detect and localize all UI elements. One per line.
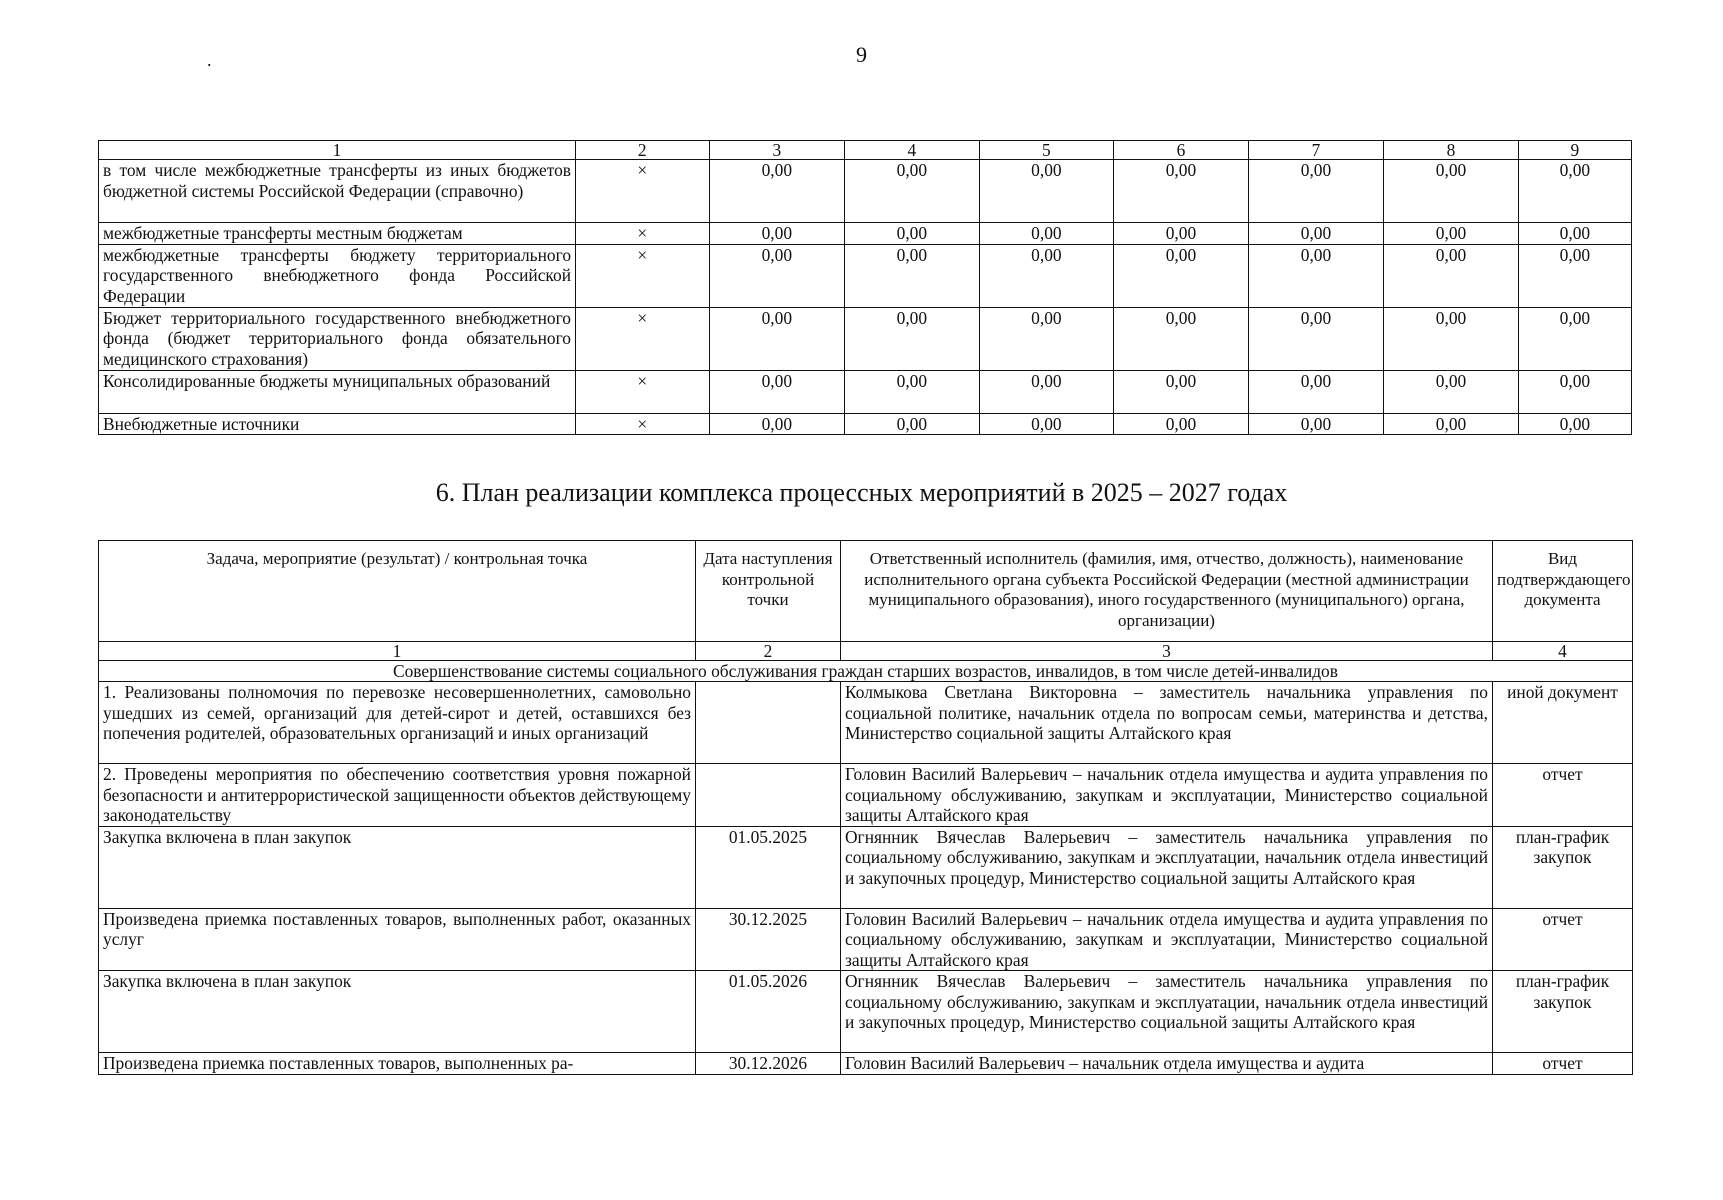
cell-value: 0,00: [845, 370, 980, 413]
task-cell: Произведена приемка поставленных товаров, выполненных ра-: [99, 1053, 696, 1075]
column-header: 9: [1518, 141, 1631, 160]
cell-value: 0,00: [1248, 307, 1384, 370]
responsible-cell: Головин Василий Валерьевич – начальник отдела имущества и аудита: [841, 1053, 1493, 1075]
column-header: 6: [1114, 141, 1249, 160]
cell-value: 0,00: [845, 160, 980, 223]
cell-value: 0,00: [1384, 160, 1519, 223]
cell-value: 0,00: [1518, 307, 1631, 370]
table-row: [99, 908, 1633, 971]
document-cell: иной документ: [1493, 682, 1633, 764]
row-mark: ×: [576, 370, 710, 413]
cell-value: 0,00: [1114, 244, 1249, 307]
date-cell: [696, 764, 841, 827]
cell-value: 0,00: [979, 223, 1114, 245]
column-index: 2: [696, 642, 841, 661]
cell-value: 0,00: [1384, 244, 1519, 307]
document-cell: отчет: [1493, 1053, 1633, 1075]
table-row: [99, 826, 1633, 908]
cell-value: 0,00: [845, 413, 980, 435]
row-label: Консолидированные бюджеты муниципальных образований: [99, 370, 576, 413]
row-mark: ×: [576, 223, 710, 245]
column-header: 8: [1384, 141, 1519, 160]
date-cell: 30.12.2025: [696, 908, 841, 971]
cell-value: 0,00: [1114, 307, 1249, 370]
row-label: Бюджет территориального государственного внебюджетного фонда (бюджет территориального фонда обязательного медицинского страхования): [99, 307, 576, 370]
cell-value: 0,00: [845, 307, 980, 370]
cell-value: 0,00: [1248, 413, 1384, 435]
cell-value: 0,00: [709, 413, 845, 435]
section-row: [99, 661, 1633, 682]
plan-table-header: [99, 541, 1633, 642]
cell-value: 0,00: [1518, 413, 1631, 435]
cell-value: 0,00: [1384, 413, 1519, 435]
responsible-cell: Головин Василий Валерьевич – начальник отдела имущества и аудита управления по социальному обслуживанию, закупкам и эксплуатации, Министерство социальной защиты Алтайского края: [841, 908, 1493, 971]
task-cell: Произведена приемка поставленных товаров, выполненных работ, оказанных услуг: [99, 908, 696, 971]
cell-value: 0,00: [709, 160, 845, 223]
table-row: [99, 413, 1632, 435]
document-cell: отчет: [1493, 908, 1633, 971]
cell-value: 0,00: [845, 223, 980, 245]
scan-dot: .: [207, 50, 212, 70]
date-cell: 30.12.2026: [696, 1053, 841, 1075]
cell-value: 0,00: [1518, 160, 1631, 223]
cell-value: 0,00: [1114, 223, 1249, 245]
table-row: [99, 223, 1632, 245]
table-row: [99, 160, 1632, 223]
task-cell: Закупка включена в план закупок: [99, 971, 696, 1053]
cell-value: 0,00: [709, 244, 845, 307]
row-label: Внебюджетные источники: [99, 413, 576, 435]
cell-value: 0,00: [845, 244, 980, 307]
row-label: межбюджетные трансферты местным бюджетам: [99, 223, 576, 245]
cell-value: 0,00: [1518, 223, 1631, 245]
task-cell: 2. Проведены мероприятия по обеспечению соответствия уровня пожарной безопасности и антитеррористической защищенности объектов действующему законодательству: [99, 764, 696, 827]
cell-value: 0,00: [1114, 160, 1249, 223]
column-header-task: Задача, мероприятие (результат) / контрольная точка: [99, 541, 696, 642]
document-cell: план-график закупок: [1493, 971, 1633, 1053]
row-mark: ×: [576, 160, 710, 223]
column-index: 3: [841, 642, 1493, 661]
task-cell: 1. Реализованы полномочия по перевозке несовершеннолетних, самовольно ушедших из семей, организаций для детей-сирот и детей, оставшихся без попечения родителей, образовательных организаций и иных организаций: [99, 682, 696, 764]
column-header: 3: [709, 141, 845, 160]
row-mark: ×: [576, 244, 710, 307]
date-cell: [696, 682, 841, 764]
cell-value: 0,00: [979, 160, 1114, 223]
column-header: 2: [576, 141, 710, 160]
column-header-document: Вид подтверждающего документа: [1493, 541, 1633, 642]
table-row: [99, 971, 1633, 1053]
cell-value: 0,00: [1384, 223, 1519, 245]
row-mark: ×: [576, 307, 710, 370]
responsible-cell: Колмыкова Светлана Викторовна – заместитель начальника управления по социальной политике, начальник отдела по вопросам семьи, материнства и детства, Министерство социальной защиты Алтайского края: [841, 682, 1493, 764]
cell-value: 0,00: [1248, 370, 1384, 413]
responsible-cell: Огнянник Вячеслав Валерьевич – заместитель начальника управления по социальному обслуживанию, закупкам и эксплуатации, начальник отдела инвестиций и закупочных процедур, Министерство социальной защиты Алтайского края: [841, 826, 1493, 908]
cell-value: 0,00: [979, 244, 1114, 307]
cell-value: 0,00: [709, 223, 845, 245]
cell-value: 0,00: [1114, 370, 1249, 413]
row-label: межбюджетные трансферты бюджету территориального государственного внебюджетного фонда Российской Федерации: [99, 244, 576, 307]
column-header-date: Дата наступления контрольной точки: [696, 541, 841, 642]
budget-table: [98, 140, 1632, 435]
column-header: 1: [99, 141, 576, 160]
cell-value: 0,00: [1248, 160, 1384, 223]
cell-value: 0,00: [1518, 244, 1631, 307]
plan-table: [98, 540, 1633, 1075]
column-header: 5: [979, 141, 1114, 160]
budget-table-header: [99, 141, 1632, 160]
document-cell: отчет: [1493, 764, 1633, 827]
row-mark: ×: [576, 413, 710, 435]
cell-value: 0,00: [1384, 370, 1519, 413]
section-heading: Совершенствование системы социального обслуживания граждан старших возрастов, инвалидов, в том числе детей-инвалидов: [99, 661, 1633, 682]
column-index-row: [99, 642, 1633, 661]
responsible-cell: Головин Василий Валерьевич – начальник отдела имущества и аудита управления по социальному обслуживанию, закупкам и эксплуатации, Министерство социальной защиты Алтайского края: [841, 764, 1493, 827]
section-title: 6. План реализации комплекса процессных мероприятий в 2025 – 2027 годах: [435, 478, 1288, 507]
cell-value: 0,00: [979, 307, 1114, 370]
column-index: 1: [99, 642, 696, 661]
cell-value: 0,00: [979, 413, 1114, 435]
column-header-responsible: Ответственный исполнитель (фамилия, имя, отчество, должность), наименование исполнительного органа субъекта Российской Федерации (местной администрации муниципального образования), иного государственного (муниципального) органа, организации): [841, 541, 1493, 642]
table-row: [99, 370, 1632, 413]
table-row: [99, 682, 1633, 764]
date-cell: 01.05.2025: [696, 826, 841, 908]
table-row: [99, 307, 1632, 370]
cell-value: 0,00: [1248, 244, 1384, 307]
table-row: [99, 1053, 1633, 1075]
column-header: 7: [1248, 141, 1384, 160]
document-cell: план-график закупок: [1493, 826, 1633, 908]
date-cell: 01.05.2026: [696, 971, 841, 1053]
table-row: [99, 764, 1633, 827]
cell-value: 0,00: [1384, 307, 1519, 370]
column-header: 4: [845, 141, 980, 160]
table-row: [99, 244, 1632, 307]
row-label: в том числе межбюджетные трансферты из иных бюджетов бюджетной системы Российской Федерации (справочно): [99, 160, 576, 223]
cell-value: 0,00: [979, 370, 1114, 413]
cell-value: 0,00: [1248, 223, 1384, 245]
column-index: 4: [1493, 642, 1633, 661]
cell-value: 0,00: [1518, 370, 1631, 413]
task-cell: Закупка включена в план закупок: [99, 826, 696, 908]
cell-value: 0,00: [709, 307, 845, 370]
cell-value: 0,00: [709, 370, 845, 413]
page-number: 9: [856, 42, 867, 67]
responsible-cell: Огнянник Вячеслав Валерьевич – заместитель начальника управления по социальному обслуживанию, закупкам и эксплуатации, начальник отдела инвестиций и закупочных процедур, Министерство социальной защиты Алтайского края: [841, 971, 1493, 1053]
cell-value: 0,00: [1114, 413, 1249, 435]
